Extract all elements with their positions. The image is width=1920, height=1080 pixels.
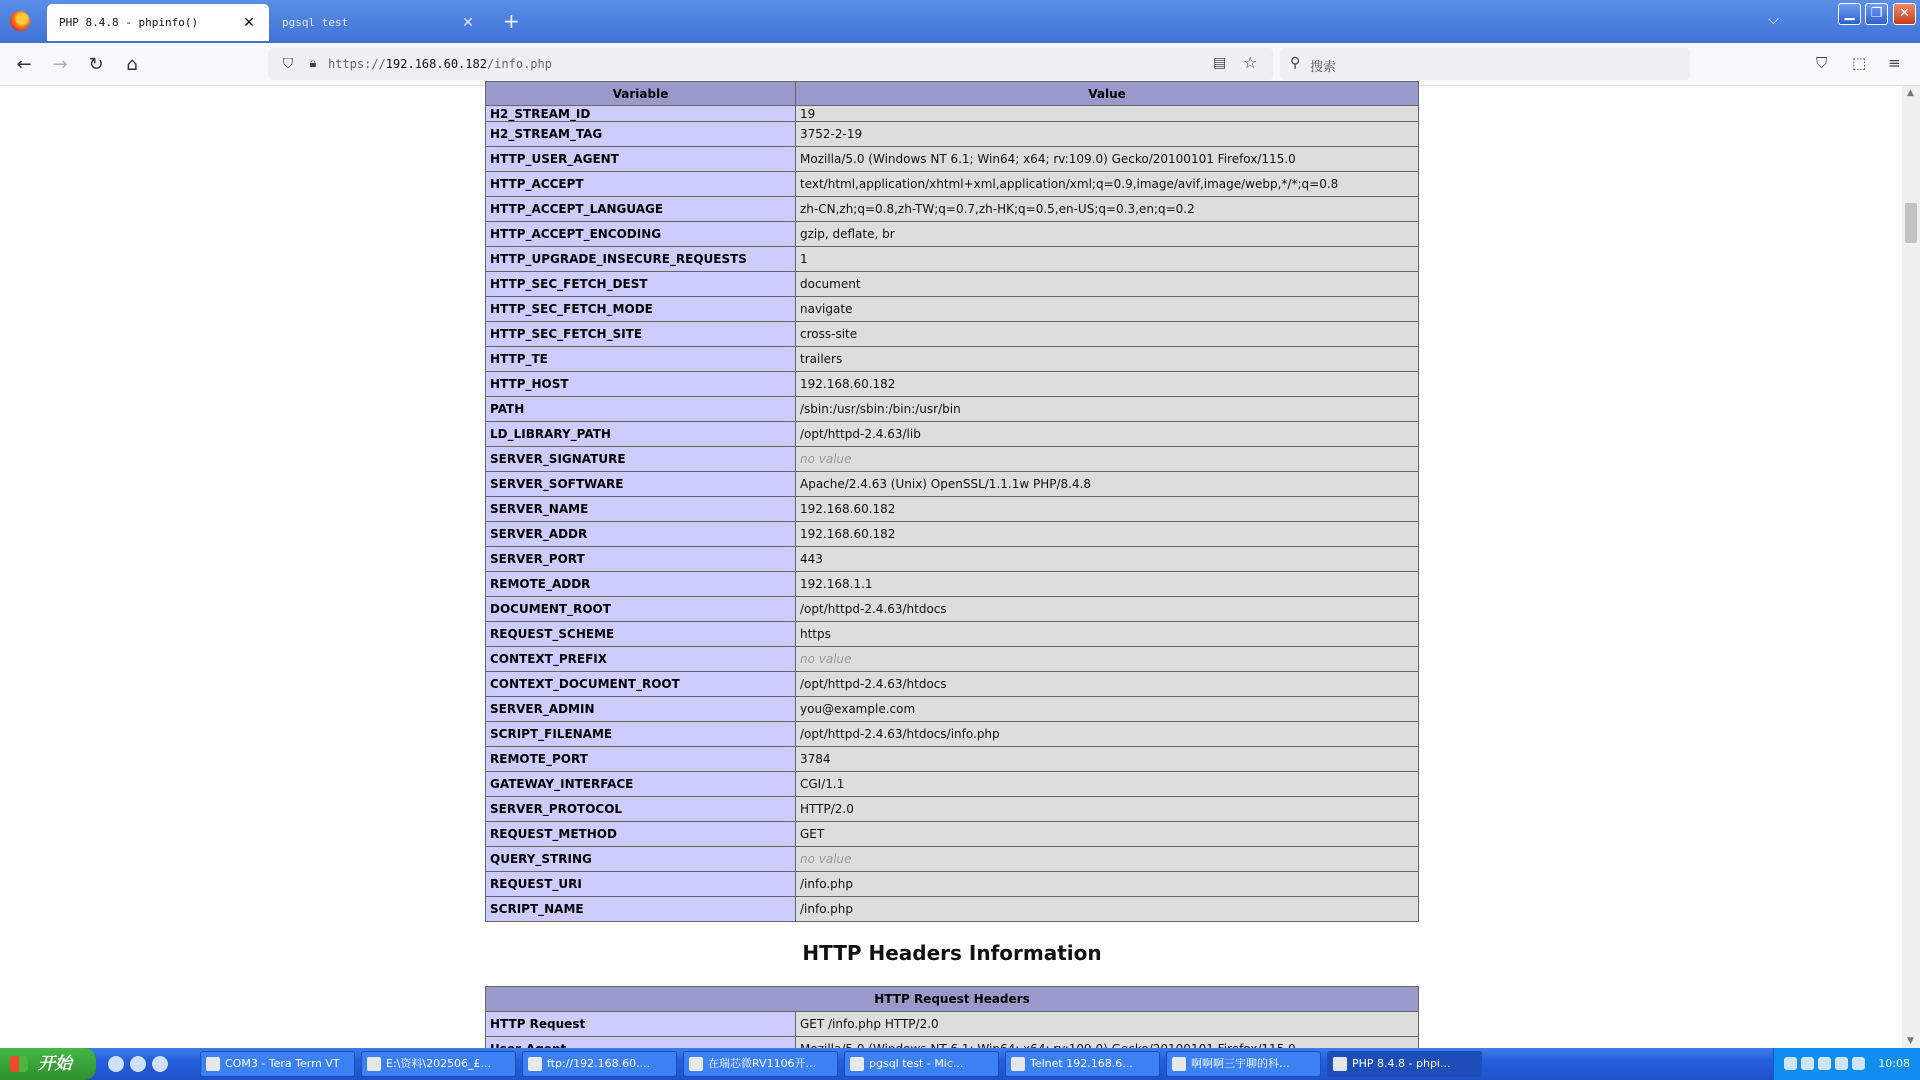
table-row xyxy=(486,322,1419,347)
search-icon: ⚲ xyxy=(1290,55,1301,71)
list-all-tabs-icon[interactable]: ⌵ xyxy=(1768,12,1779,28)
vertical-scrollbar[interactable] xyxy=(1902,86,1920,1048)
variable-name: QUERY_STRING xyxy=(486,847,796,872)
url-scheme: https:// xyxy=(328,57,386,71)
table-row xyxy=(486,622,1419,647)
tracking-shield-icon[interactable]: ⛉ xyxy=(282,56,294,72)
tab-pgsql-test[interactable] xyxy=(270,4,488,41)
environment-rows xyxy=(486,106,1419,922)
table-row xyxy=(486,847,1419,872)
http-request-headers-title: HTTP Request Headers xyxy=(486,987,1419,1012)
minimize-button[interactable]: ▁ xyxy=(1838,3,1861,25)
table-row xyxy=(486,872,1419,897)
table-row xyxy=(486,547,1419,572)
variable-value: /info.php xyxy=(796,872,1419,897)
scrollbar-thumb[interactable] xyxy=(1905,203,1917,243)
no-value-text: no value xyxy=(800,652,852,666)
start-label: 开始 xyxy=(38,1054,72,1074)
taskbar-button[interactable] xyxy=(361,1051,516,1077)
variable-value: 3752-2-19 xyxy=(796,122,1419,147)
variable-value: /opt/httpd-2.4.63/htdocs xyxy=(796,597,1419,622)
variable-value: cross-site xyxy=(796,322,1419,347)
table-row xyxy=(486,472,1419,497)
table-row xyxy=(486,572,1419,597)
variable-name: SERVER_ADDR xyxy=(486,522,796,547)
url-path: /info.php xyxy=(486,57,552,71)
scroll-down-icon[interactable]: ▼ xyxy=(1907,1036,1914,1046)
variable-name: HTTP_SEC_FETCH_DEST xyxy=(486,272,796,297)
variable-name: HTTP_UPGRADE_INSECURE_REQUESTS xyxy=(486,247,796,272)
table-row xyxy=(486,797,1419,822)
app-icon xyxy=(528,1057,542,1071)
variable-name: HTTP_ACCEPT_ENCODING xyxy=(486,222,796,247)
table-row xyxy=(486,597,1419,622)
system-tray xyxy=(1773,1048,1920,1080)
back-arrow-icon[interactable]: ← xyxy=(16,54,32,75)
variable-value: GET xyxy=(796,822,1419,847)
table-row xyxy=(486,106,1419,122)
variable-name: HTTP_SEC_FETCH_MODE xyxy=(486,297,796,322)
taskbar-button-label: Telnet 192.168.6... xyxy=(1030,1057,1133,1070)
clock: 10:08 xyxy=(1878,1057,1910,1070)
variable-value: 192.168.1.1 xyxy=(796,572,1419,597)
table-row xyxy=(486,447,1419,472)
firefox-quicklaunch-icon[interactable] xyxy=(152,1056,168,1072)
variable-name: SERVER_ADMIN xyxy=(486,697,796,722)
variable-value: trailers xyxy=(796,347,1419,372)
taskbar-button-label: E:\资料\202506_£... xyxy=(386,1057,492,1070)
wechat-icon[interactable] xyxy=(1835,1057,1848,1070)
table-row xyxy=(486,147,1419,172)
variable-name: REQUEST_URI xyxy=(486,872,796,897)
column-header-value: Value xyxy=(796,82,1419,106)
variable-name: LD_LIBRARY_PATH xyxy=(486,422,796,447)
variable-name: HTTP_USER_AGENT xyxy=(486,147,796,172)
close-tab-icon[interactable]: ✕ xyxy=(243,14,255,31)
taskbar-button-label: PHP 8.4.8 - phpi... xyxy=(1352,1057,1451,1070)
no-value-text: no value xyxy=(800,452,852,466)
variable-value: 1 xyxy=(796,247,1419,272)
variable-name: SERVER_PROTOCOL xyxy=(486,797,796,822)
table-row xyxy=(486,522,1419,547)
home-icon[interactable]: ⌂ xyxy=(126,54,138,75)
menu-icon[interactable]: ≡ xyxy=(1888,54,1901,72)
taskbar-button[interactable] xyxy=(844,1051,999,1077)
taskbar-button[interactable] xyxy=(1327,1051,1482,1077)
reader-view-icon[interactable]: ▤ xyxy=(1213,55,1227,71)
windows-taskbar xyxy=(0,1048,1920,1080)
close-tab-icon[interactable]: ✕ xyxy=(462,14,474,31)
variable-name: SERVER_SIGNATURE xyxy=(486,447,796,472)
maximize-button[interactable]: ❐ xyxy=(1865,3,1888,25)
tab-phpinfo[interactable] xyxy=(47,4,269,41)
variable-name: REQUEST_SCHEME xyxy=(486,622,796,647)
variable-value: 19 xyxy=(796,106,1419,122)
table-row xyxy=(486,747,1419,772)
app-icon xyxy=(367,1057,381,1071)
variable-name: SERVER_SOFTWARE xyxy=(486,472,796,497)
variable-name: DOCUMENT_ROOT xyxy=(486,597,796,622)
taskbar-button[interactable] xyxy=(1005,1051,1160,1077)
table-row xyxy=(486,1012,1419,1037)
qq-icon[interactable] xyxy=(1818,1057,1831,1070)
variable-value: /info.php xyxy=(796,897,1419,922)
variable-name: PATH xyxy=(486,397,796,422)
table-row xyxy=(486,772,1419,797)
taskbar-button-label: pgsql test - Mic... xyxy=(869,1057,964,1070)
variable-name: HTTP_ACCEPT xyxy=(486,172,796,197)
variable-value: /sbin:/usr/sbin:/bin:/usr/bin xyxy=(796,397,1419,422)
app-icon xyxy=(206,1057,220,1071)
forward-arrow-icon[interactable]: → xyxy=(52,54,68,75)
windows-logo-icon xyxy=(10,1056,28,1072)
table-row xyxy=(486,397,1419,422)
url-text[interactable] xyxy=(328,57,552,71)
pocket-icon[interactable]: ⛉ xyxy=(1816,54,1828,72)
ie-icon[interactable] xyxy=(130,1056,146,1072)
header-value: GET /info.php HTTP/2.0 xyxy=(796,1012,1419,1037)
search-placeholder: 搜索 xyxy=(1310,60,1337,75)
app-icon xyxy=(1172,1057,1186,1071)
variable-name: H2_STREAM_ID xyxy=(486,106,796,122)
variable-name: HTTP_HOST xyxy=(486,372,796,397)
table-row xyxy=(486,372,1419,397)
variable-value xyxy=(796,647,1419,672)
variable-name: HTTP_TE xyxy=(486,347,796,372)
table-row xyxy=(486,122,1419,147)
variable-value: CGI/1.1 xyxy=(796,772,1419,797)
table-row xyxy=(486,297,1419,322)
table-row xyxy=(486,672,1419,697)
variable-value: /opt/httpd-2.4.63/lib xyxy=(796,422,1419,447)
tab-label: PHP 8.4.8 - phpinfo() xyxy=(59,16,199,29)
variable-value: document xyxy=(796,272,1419,297)
variable-name: CONTEXT_DOCUMENT_ROOT xyxy=(486,672,796,697)
variable-value: /opt/httpd-2.4.63/htdocs xyxy=(796,672,1419,697)
column-header-variable: Variable xyxy=(486,82,796,106)
table-row xyxy=(486,247,1419,272)
taskbar-button-label: ftp://192.168.60.... xyxy=(547,1057,651,1070)
table-row xyxy=(486,822,1419,847)
app-icon xyxy=(689,1057,703,1071)
variable-value: navigate xyxy=(796,297,1419,322)
no-value-text: no value xyxy=(800,852,852,866)
variable-value: https xyxy=(796,622,1419,647)
volume-icon[interactable] xyxy=(1801,1057,1814,1070)
taskbar-button[interactable] xyxy=(1166,1051,1321,1077)
page-content xyxy=(0,86,1902,1048)
navigation-toolbar xyxy=(0,43,1920,86)
variable-value: Mozilla/5.0 (Windows NT 6.1; Win64; x64; rv:109.0) Gecko/20100101 Firefox/115.0 xyxy=(796,147,1419,172)
url-host: 192.168.60.182 xyxy=(385,57,487,71)
extensions-icon[interactable]: ⬚ xyxy=(1852,54,1867,72)
taskbar-button[interactable] xyxy=(683,1051,838,1077)
variable-value: 443 xyxy=(796,547,1419,572)
variable-value: text/html,application/xhtml+xml,application/xml;q=0.9,image/avif,image/webp,*/*;q=0.8 xyxy=(796,172,1419,197)
url-bar[interactable] xyxy=(268,48,1273,80)
start-button[interactable] xyxy=(0,1048,96,1080)
variable-value: 192.168.60.182 xyxy=(796,372,1419,397)
variable-value xyxy=(796,447,1419,472)
variable-name: HTTP_ACCEPT_LANGUAGE xyxy=(486,197,796,222)
taskbar-button-label: 啊啊啊三宇聊的科... xyxy=(1191,1057,1290,1070)
variable-name: REMOTE_ADDR xyxy=(486,572,796,597)
variable-name: HTTP_SEC_FETCH_SITE xyxy=(486,322,796,347)
tab-label: pgsql test xyxy=(282,16,349,29)
variable-value: 192.168.60.182 xyxy=(796,522,1419,547)
variable-value: /opt/httpd-2.4.63/htdocs/info.php xyxy=(796,722,1419,747)
taskbar-button-label: 在瑞芯微RV1106开... xyxy=(708,1057,817,1070)
table-row xyxy=(486,222,1419,247)
close-window-button[interactable]: ✕ xyxy=(1893,3,1916,25)
table-row xyxy=(486,422,1419,447)
taskbar-button[interactable] xyxy=(200,1051,355,1077)
header-name: HTTP Request xyxy=(486,1012,796,1037)
table-row xyxy=(486,897,1419,922)
table-row xyxy=(486,497,1419,522)
search-bar[interactable] xyxy=(1280,48,1690,80)
tray-app-icon[interactable] xyxy=(1852,1057,1865,1070)
show-desktop-icon[interactable] xyxy=(108,1056,124,1072)
variable-name: SCRIPT_FILENAME xyxy=(486,722,796,747)
variable-value: 3784 xyxy=(796,747,1419,772)
app-icon xyxy=(1333,1057,1347,1071)
lock-icon[interactable]: 🔒︎ xyxy=(309,56,317,71)
app-icon xyxy=(850,1057,864,1071)
variable-value: 192.168.60.182 xyxy=(796,497,1419,522)
variable-name: SERVER_PORT xyxy=(486,547,796,572)
variable-name: GATEWAY_INTERFACE xyxy=(486,772,796,797)
variable-value xyxy=(796,847,1419,872)
variable-name: CONTEXT_PREFIX xyxy=(486,647,796,672)
table-row xyxy=(486,272,1419,297)
table-row xyxy=(486,647,1419,672)
scroll-up-icon[interactable]: ▲ xyxy=(1907,88,1914,98)
taskbar-button[interactable] xyxy=(522,1051,677,1077)
table-row xyxy=(486,722,1419,747)
variable-name: REQUEST_METHOD xyxy=(486,822,796,847)
table-row xyxy=(486,197,1419,222)
variable-value: zh-CN,zh;q=0.8,zh-TW;q=0.7,zh-HK;q=0.5,en-US;q=0.3,en;q=0.2 xyxy=(796,197,1419,222)
app-icon xyxy=(1011,1057,1025,1071)
title-bar xyxy=(0,0,1920,43)
variable-name: SERVER_NAME xyxy=(486,497,796,522)
section-heading: HTTP Headers Information xyxy=(802,941,1102,965)
variable-value: HTTP/2.0 xyxy=(796,797,1419,822)
reload-icon[interactable]: ↻ xyxy=(88,54,104,75)
environment-table xyxy=(485,81,1419,922)
variable-value: Apache/2.4.63 (Unix) OpenSSL/1.1.1w PHP/8.4.8 xyxy=(796,472,1419,497)
variable-name: REMOTE_PORT xyxy=(486,747,796,772)
variable-value: gzip, deflate, br xyxy=(796,222,1419,247)
taskbar-button-label: COM3 - Tera Term VT xyxy=(225,1057,340,1070)
table-row xyxy=(486,697,1419,722)
table-row xyxy=(486,172,1419,197)
new-tab-button[interactable]: + xyxy=(503,9,520,33)
variable-name: SCRIPT_NAME xyxy=(486,897,796,922)
network-icon[interactable] xyxy=(1784,1057,1797,1070)
variable-value: you@example.com xyxy=(796,697,1419,722)
bookmark-star-icon[interactable]: ☆ xyxy=(1243,53,1258,72)
firefox-icon[interactable] xyxy=(10,11,30,31)
variable-name: H2_STREAM_TAG xyxy=(486,122,796,147)
table-row xyxy=(486,347,1419,372)
